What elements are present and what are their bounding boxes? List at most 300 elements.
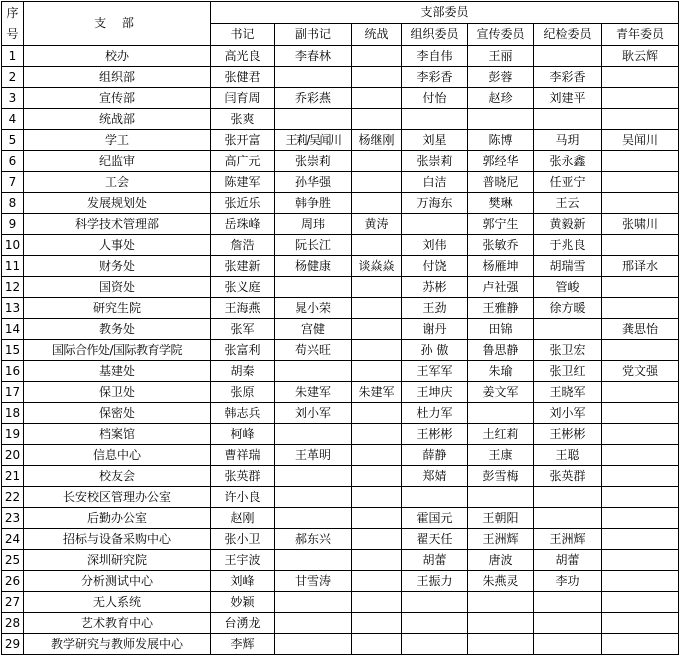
member-cell: 郑婧 (402, 466, 468, 487)
table-row (2, 88, 679, 109)
department-cell: 保卫处 (24, 382, 211, 403)
member-cell (602, 67, 679, 88)
serial-number-cell: 12 (2, 277, 24, 298)
member-cell: 樊琳 (468, 193, 534, 214)
member-cell (275, 67, 352, 88)
member-cell: 耿云辉 (602, 46, 679, 67)
serial-number-cell: 13 (2, 298, 24, 319)
member-cell (402, 487, 468, 508)
serial-number-header (2, 2, 24, 46)
role-header-youth: 青年委员 (602, 24, 679, 46)
member-cell (402, 592, 468, 613)
member-cell (275, 466, 352, 487)
member-cell (602, 487, 679, 508)
member-cell (275, 592, 352, 613)
member-cell: 刘小军 (534, 403, 602, 424)
member-cell (402, 613, 468, 634)
member-cell: 黄毅新 (534, 214, 602, 235)
member-cell (352, 46, 402, 67)
table-row (2, 277, 679, 298)
department-cell: 教务处 (24, 319, 211, 340)
member-cell: 王宇波 (211, 550, 275, 571)
member-cell (602, 571, 679, 592)
table-row (2, 613, 679, 634)
department-cell: 学工 (24, 130, 211, 151)
member-cell: 王彬彬 (534, 424, 602, 445)
member-cell: 李彩香 (402, 67, 468, 88)
member-cell: 孙华强 (275, 172, 352, 193)
member-cell: 李辉 (211, 634, 275, 655)
member-cell: 高光良 (211, 46, 275, 67)
role-header-secretary: 书记 (211, 24, 275, 46)
member-cell (602, 340, 679, 361)
table-row (2, 235, 679, 256)
member-cell: 王革明 (275, 445, 352, 466)
department-cell: 统战部 (24, 109, 211, 130)
member-cell (602, 508, 679, 529)
member-cell: 鲁思静 (468, 340, 534, 361)
member-cell: 刘伟 (402, 235, 468, 256)
member-cell (352, 235, 402, 256)
serial-number-cell: 1 (2, 46, 24, 67)
table-row (2, 487, 679, 508)
member-cell: 普晓尼 (468, 172, 534, 193)
role-header-deputy-secretary: 副书记 (275, 24, 352, 46)
serial-number-cell: 24 (2, 529, 24, 550)
member-cell: 王聪 (534, 445, 602, 466)
member-cell: 张敏乔 (468, 235, 534, 256)
table-row (2, 361, 679, 382)
member-cell: 李自伟 (402, 46, 468, 67)
member-cell: 王朝阳 (468, 508, 534, 529)
member-cell (602, 466, 679, 487)
member-cell (352, 277, 402, 298)
table-row (2, 508, 679, 529)
serial-number-cell: 15 (2, 340, 24, 361)
member-cell (275, 508, 352, 529)
member-cell: 吴闻川 (602, 130, 679, 151)
table-row (2, 67, 679, 88)
member-cell: 张卫红 (534, 361, 602, 382)
department-header: 支 部 (24, 2, 211, 46)
member-cell: 唐波 (468, 550, 534, 571)
member-cell: 杜力军 (402, 403, 468, 424)
serial-number-cell: 9 (2, 214, 24, 235)
member-cell: 朱瑜 (468, 361, 534, 382)
member-cell: 阮长江 (275, 235, 352, 256)
member-cell (352, 550, 402, 571)
member-cell: 高广元 (211, 151, 275, 172)
table-row (2, 634, 679, 655)
member-cell (468, 634, 534, 655)
department-cell: 信息中心 (24, 445, 211, 466)
serial-number-cell: 27 (2, 592, 24, 613)
department-cell: 档案馆 (24, 424, 211, 445)
department-cell: 研究生院 (24, 298, 211, 319)
member-cell (602, 235, 679, 256)
table-header (2, 2, 679, 46)
department-cell: 发展规划处 (24, 193, 211, 214)
member-cell (602, 424, 679, 445)
member-cell: 张英群 (211, 466, 275, 487)
member-cell: 胡蕾 (534, 550, 602, 571)
role-header-united-front: 统战 (352, 24, 402, 46)
serial-number-cell: 17 (2, 382, 24, 403)
table-row (2, 340, 679, 361)
department-cell: 国资处 (24, 277, 211, 298)
department-cell: 长安校区管理办公室 (24, 487, 211, 508)
serial-number-cell: 8 (2, 193, 24, 214)
member-cell: 胡秦 (211, 361, 275, 382)
member-cell: 卢社强 (468, 277, 534, 298)
serial-number-cell: 18 (2, 403, 24, 424)
department-cell: 教学研究与教师发展中心 (24, 634, 211, 655)
member-cell (534, 613, 602, 634)
member-cell (352, 403, 402, 424)
member-cell: 霍国元 (402, 508, 468, 529)
member-cell (534, 634, 602, 655)
member-cell: 姜文军 (468, 382, 534, 403)
member-cell (468, 613, 534, 634)
member-cell: 王劲 (402, 298, 468, 319)
department-cell: 后勤办公室 (24, 508, 211, 529)
role-header-organization: 组织委员 (402, 24, 468, 46)
member-cell (352, 109, 402, 130)
member-cell: 岳珠峰 (211, 214, 275, 235)
member-cell: 王彬彬 (402, 424, 468, 445)
branch-committee-table (1, 1, 679, 655)
serial-number-cell: 2 (2, 67, 24, 88)
member-cell: 谢丹 (402, 319, 468, 340)
department-cell: 人事处 (24, 235, 211, 256)
member-cell: 乔彩燕 (275, 88, 352, 109)
department-cell: 科学技术管理部 (24, 214, 211, 235)
header-row-group (2, 2, 679, 24)
member-cell: 徐方暖 (534, 298, 602, 319)
member-cell (602, 445, 679, 466)
member-cell: 王洲辉 (468, 529, 534, 550)
member-cell: 陈建军 (211, 172, 275, 193)
member-cell: 朱建军 (275, 382, 352, 403)
member-cell: 张富利 (211, 340, 275, 361)
member-cell (352, 634, 402, 655)
member-cell (275, 277, 352, 298)
member-cell: 土红莉 (468, 424, 534, 445)
member-cell: 张开富 (211, 130, 275, 151)
serial-number-cell: 14 (2, 319, 24, 340)
member-cell: 付怡 (402, 88, 468, 109)
member-cell (352, 571, 402, 592)
table-body (2, 46, 679, 655)
member-cell: 李春林 (275, 46, 352, 67)
member-cell: 彭蓉 (468, 67, 534, 88)
member-cell (534, 46, 602, 67)
department-cell: 招标与设备采购中心 (24, 529, 211, 550)
member-cell (352, 67, 402, 88)
member-cell (602, 382, 679, 403)
member-cell: 胡蕾 (402, 550, 468, 571)
member-cell: 张卫宏 (534, 340, 602, 361)
member-cell: 张健君 (211, 67, 275, 88)
member-cell (275, 109, 352, 130)
member-cell: 薛静 (402, 445, 468, 466)
member-cell: 张义庭 (211, 277, 275, 298)
member-cell: 张近乐 (211, 193, 275, 214)
member-cell (275, 424, 352, 445)
member-cell: 王军军 (402, 361, 468, 382)
member-cell (275, 634, 352, 655)
department-cell: 国际合作处/国际教育学院 (24, 340, 211, 361)
member-cell: 刘峰 (211, 571, 275, 592)
member-cell: 曹祥瑞 (211, 445, 275, 466)
department-cell: 财务处 (24, 256, 211, 277)
serial-number-cell: 7 (2, 172, 24, 193)
member-cell: 甘雪涛 (275, 571, 352, 592)
member-cell (352, 319, 402, 340)
member-cell: 张永鑫 (534, 151, 602, 172)
member-cell (602, 613, 679, 634)
member-cell: 黄涛 (352, 214, 402, 235)
department-cell: 纪监审 (24, 151, 211, 172)
member-cell: 韩争胜 (275, 193, 352, 214)
member-cell: 张啸川 (602, 214, 679, 235)
member-cell: 王洲辉 (534, 529, 602, 550)
member-cell: 杨雁坤 (468, 256, 534, 277)
member-cell: 管峻 (534, 277, 602, 298)
member-cell (275, 550, 352, 571)
member-cell: 谈焱焱 (352, 256, 402, 277)
serial-number-cell: 5 (2, 130, 24, 151)
table-row (2, 424, 679, 445)
member-cell: 詹浩 (211, 235, 275, 256)
member-cell (534, 319, 602, 340)
serial-number-cell: 11 (2, 256, 24, 277)
member-cell: 王振力 (402, 571, 468, 592)
member-cell (352, 151, 402, 172)
member-cell: 朱燕灵 (468, 571, 534, 592)
member-cell: 柯峰 (211, 424, 275, 445)
serial-number-cell: 6 (2, 151, 24, 172)
member-cell (468, 592, 534, 613)
member-cell: 刘小军 (275, 403, 352, 424)
department-cell: 无人系统 (24, 592, 211, 613)
member-cell (468, 109, 534, 130)
member-cell (534, 508, 602, 529)
role-header-discipline: 纪检委员 (534, 24, 602, 46)
member-cell: 张原 (211, 382, 275, 403)
member-cell (352, 361, 402, 382)
member-cell (602, 550, 679, 571)
member-cell: 李功 (534, 571, 602, 592)
member-cell (602, 109, 679, 130)
member-cell: 张崇莉 (402, 151, 468, 172)
table-row (2, 214, 679, 235)
serial-number-cell: 4 (2, 109, 24, 130)
member-cell (468, 403, 534, 424)
member-cell (352, 487, 402, 508)
table-row (2, 256, 679, 277)
department-cell: 宣传部 (24, 88, 211, 109)
member-cell (352, 508, 402, 529)
member-cell: 王丽 (468, 46, 534, 67)
member-cell (602, 172, 679, 193)
member-cell: 刘星 (402, 130, 468, 151)
member-cell: 朱建军 (352, 382, 402, 403)
department-cell: 组织部 (24, 67, 211, 88)
member-cell: 白洁 (402, 172, 468, 193)
member-cell: 刘建平 (534, 88, 602, 109)
member-cell (352, 298, 402, 319)
table-row (2, 298, 679, 319)
table-row (2, 571, 679, 592)
department-cell: 校办 (24, 46, 211, 67)
department-cell: 基建处 (24, 361, 211, 382)
member-cell (275, 613, 352, 634)
member-cell: 任亚宁 (534, 172, 602, 193)
member-cell (534, 487, 602, 508)
member-cell (534, 109, 602, 130)
member-cell: 张崇莉 (275, 151, 352, 172)
table-row (2, 592, 679, 613)
table-row (2, 109, 679, 130)
serial-number-cell: 20 (2, 445, 24, 466)
member-cell: 宫健 (275, 319, 352, 340)
member-cell: 张爽 (211, 109, 275, 130)
table-row (2, 319, 679, 340)
member-cell: 党文强 (602, 361, 679, 382)
member-cell (402, 634, 468, 655)
member-cell (602, 403, 679, 424)
member-cell (468, 487, 534, 508)
member-cell (402, 214, 468, 235)
member-cell (602, 529, 679, 550)
serial-number-cell: 16 (2, 361, 24, 382)
serial-number-cell: 29 (2, 634, 24, 655)
member-cell: 韩志兵 (211, 403, 275, 424)
member-cell (352, 193, 402, 214)
member-cell (352, 340, 402, 361)
member-cell: 邢译水 (602, 256, 679, 277)
serial-number-cell: 26 (2, 571, 24, 592)
committee-group-header: 支部委员 (211, 2, 679, 24)
department-cell: 分析测试中心 (24, 571, 211, 592)
member-cell: 张建新 (211, 256, 275, 277)
serial-number-cell: 22 (2, 487, 24, 508)
member-cell (352, 424, 402, 445)
department-cell: 校友会 (24, 466, 211, 487)
member-cell: 郭宁生 (468, 214, 534, 235)
member-cell (275, 361, 352, 382)
member-cell: 赵刚 (211, 508, 275, 529)
member-cell: 杨健康 (275, 256, 352, 277)
member-cell: 王海燕 (211, 298, 275, 319)
table-row (2, 130, 679, 151)
member-cell: 赵珍 (468, 88, 534, 109)
serial-number-cell: 10 (2, 235, 24, 256)
role-header-publicity: 宣传委员 (468, 24, 534, 46)
serial-number-cell: 3 (2, 88, 24, 109)
member-cell: 苟兴旺 (275, 340, 352, 361)
table-row (2, 403, 679, 424)
member-cell: 周玮 (275, 214, 352, 235)
member-cell: 王云 (534, 193, 602, 214)
member-cell (602, 193, 679, 214)
member-cell (602, 277, 679, 298)
member-cell (352, 88, 402, 109)
member-cell: 马玥 (534, 130, 602, 151)
member-cell: 田锦 (468, 319, 534, 340)
member-cell: 万海东 (402, 193, 468, 214)
member-cell: 台湧龙 (211, 613, 275, 634)
member-cell: 许小良 (211, 487, 275, 508)
member-cell: 王坤庆 (402, 382, 468, 403)
table-row (2, 550, 679, 571)
serial-number-cell: 28 (2, 613, 24, 634)
member-cell: 彭雪梅 (468, 466, 534, 487)
member-cell (602, 592, 679, 613)
member-cell (602, 88, 679, 109)
member-cell (352, 613, 402, 634)
member-cell (352, 172, 402, 193)
table-row (2, 382, 679, 403)
member-cell: 张小卫 (211, 529, 275, 550)
serial-number-cell: 19 (2, 424, 24, 445)
member-cell: 杨继刚 (352, 130, 402, 151)
table-row (2, 46, 679, 67)
department-cell: 工会 (24, 172, 211, 193)
serial-number-cell: 23 (2, 508, 24, 529)
serial-number-cell: 25 (2, 550, 24, 571)
member-cell: 闫育周 (211, 88, 275, 109)
member-cell (602, 634, 679, 655)
member-cell: 张军 (211, 319, 275, 340)
member-cell: 付饶 (402, 256, 468, 277)
member-cell (402, 109, 468, 130)
serial-number-cell: 21 (2, 466, 24, 487)
member-cell: 胡瑞雪 (534, 256, 602, 277)
member-cell: 王雅静 (468, 298, 534, 319)
member-cell: 张英群 (534, 466, 602, 487)
table-row (2, 193, 679, 214)
department-cell: 艺术教育中心 (24, 613, 211, 634)
table-row (2, 466, 679, 487)
table-row (2, 445, 679, 466)
member-cell (602, 298, 679, 319)
member-cell: 陈博 (468, 130, 534, 151)
member-cell: 于兆良 (534, 235, 602, 256)
member-cell: 王晓军 (534, 382, 602, 403)
member-cell (352, 529, 402, 550)
member-cell: 郝东兴 (275, 529, 352, 550)
table-row (2, 172, 679, 193)
member-cell: 王康 (468, 445, 534, 466)
member-cell: 孙 傲 (402, 340, 468, 361)
member-cell (352, 445, 402, 466)
department-cell: 保密处 (24, 403, 211, 424)
member-cell: 王莉/吴闻川 (275, 130, 352, 151)
serial-header-line2: 号 (6, 26, 19, 41)
member-cell: 妙颖 (211, 592, 275, 613)
serial-header-line1: 序 (6, 5, 19, 20)
member-cell: 苏彬 (402, 277, 468, 298)
table-row (2, 151, 679, 172)
member-cell: 翟天任 (402, 529, 468, 550)
table-row (2, 529, 679, 550)
member-cell (275, 487, 352, 508)
department-cell: 深圳研究院 (24, 550, 211, 571)
member-cell (602, 151, 679, 172)
member-cell (352, 592, 402, 613)
